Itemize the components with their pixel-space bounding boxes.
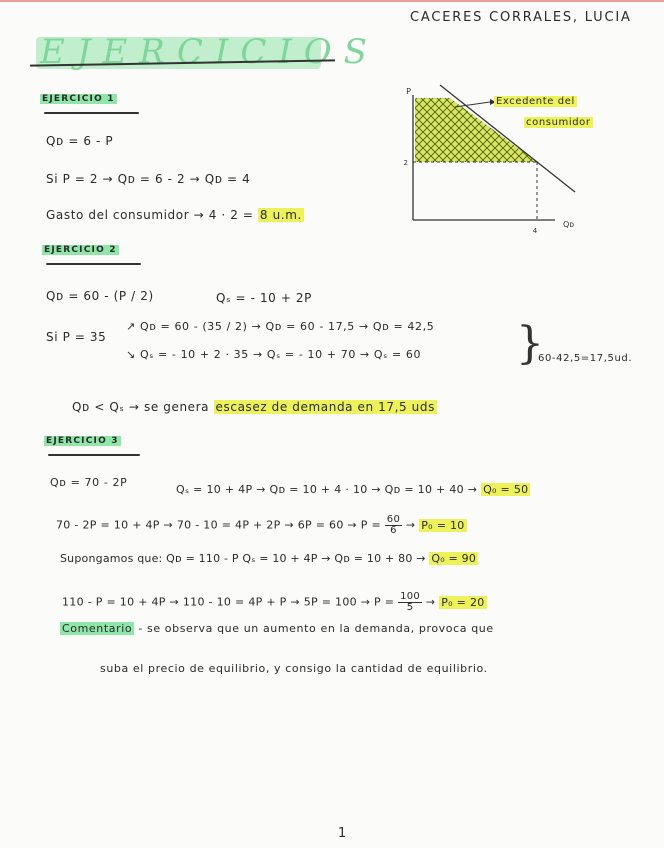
ex3-new-equilibrium: 110 - P = 10 + 4P → 110 - 10 = 4P + P → 5P = 100 → P = $\frac{100}{5}$ → P₀ = 20 [62,591,485,613]
ex3-supply-calc: Qₛ = 10 + 4P → Qᴅ = 10 + 4 · 10 → Qᴅ = 10 + 40 → Q₀ = 50 [176,483,529,496]
ex2-conclusion-highlight: escasez de demanda en 17,5 uds [215,400,435,414]
ex1-result-highlight: 8 u.m. [259,208,302,222]
ex3-new-q0-highlight: Q₀ = 90 [431,552,477,565]
page-number: 1 [338,826,347,841]
ex3-new-p0-highlight: P₀ = 20 [441,595,485,609]
ex2-heading: EJERCICIO 2 [44,245,117,255]
ex3-heading-underline [48,454,140,456]
annotation-arrow [455,102,490,107]
ex3-p0-highlight: P₀ = 10 [421,518,465,532]
ex2-price-condition: Si P = 35 [46,330,107,344]
page-top-border [0,0,664,2]
surplus-area [415,98,537,162]
ex1-line1: Qᴅ = 6 - P [46,134,114,148]
page-title: EJERCICIOS [40,32,379,72]
ex3-q0-highlight: Q₀ = 50 [483,483,529,496]
x-axis-label: Qᴅ [563,220,575,229]
y-axis-label: P [406,87,411,96]
ex3-heading: EJERCICIO 3 [46,436,119,446]
author-name: CACERES CORRALES, LUCIA [410,10,632,25]
branch-arrow-up: ↗ [126,320,136,333]
graph-annotation-line1: Excedente del [496,96,575,107]
ex3-demand-fn: Qᴅ = 70 - 2P [50,476,128,489]
ex2-demand-fn: Qᴅ = 60 - (P / 2) [46,289,154,303]
branch-arrow-down: ↘ [126,348,136,361]
ex2-heading-underline [46,263,141,265]
ex2-demand-calc: ↗ Qᴅ = 60 - (35 / 2) → Qᴅ = 60 - 17,5 → Qᴅ = 42,5 [126,320,435,333]
ex2-brace: } [516,318,544,369]
ex2-supply-calc: ↘ Qₛ = - 10 + 2 · 35 → Qₛ = - 10 + 70 → Qₛ = 60 [126,348,422,361]
ex1-heading-underline [44,112,139,114]
comment-label: Comentario [62,622,133,635]
x-tick-label: 4 [532,227,538,235]
ex1-line2: Si P = 2 → Qᴅ = 6 - 2 → Qᴅ = 4 [46,172,251,186]
ex2-supply-fn: Qₛ = - 10 + 2P [216,291,312,305]
ex1-line3: Gasto del consumidor → 4 · 2 = 8 u.m. [46,208,302,222]
ex3-fraction-2: $\frac{100}{5}$ [400,591,421,613]
y-tick-label: 2 [403,159,408,167]
ex3-supposition: Supongamos que: Qᴅ = 110 - P Qₛ = 10 + 4P → Qᴅ = 10 + 80 → Q₀ = 90 [60,552,477,565]
ex2-conclusion: Qᴅ < Qₛ → se genera escasez de demanda en 17,5 uds [72,400,435,414]
ex3-equilibrium-calc: 70 - 2P = 10 + 4P → 70 - 10 = 4P + 2P → 6P = 60 → P = $\frac{60}{6}$ → P₀ = 10 [56,514,465,536]
comment-line1: Comentario - se observa que un aumento en la demanda, provoca que [62,622,494,635]
ex1-heading: EJERCICIO 1 [42,94,115,104]
graph-annotation-line2: consumidor [526,117,591,128]
comment-line2: suba el precio de equilibrio, y consigo la cantidad de equilibrio. [100,662,488,675]
ex3-fraction: $\frac{60}{6}$ [386,514,401,536]
ex2-brace-result: 60-42,5=17,5ud. [538,353,633,364]
